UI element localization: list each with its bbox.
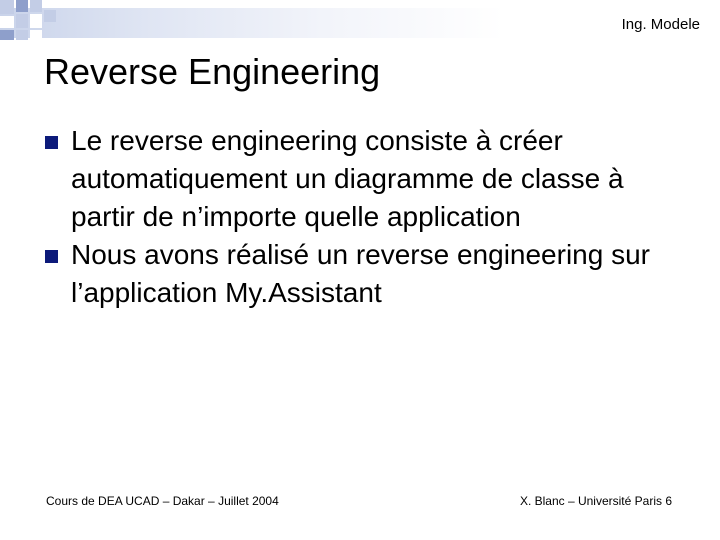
bullet-text: Nous avons réalisé un reverse engineering sur l’application My.Assistant [71,239,650,308]
bullet-item [45,122,695,236]
footer-right: X. Blanc – Université Paris 6 [519,494,672,508]
header-band [0,8,720,38]
footer-left: Cours de DEA UCAD – Dakar – Juillet 2004 [46,494,279,508]
header-label: Ing. Modele [621,16,700,33]
bullet-item [45,236,695,312]
slide-title: Reverse Engineering [44,51,381,92]
bullet-text: Le reverse engineering consiste à créer automatiquement un diagramme de classe à partir de n’importe quelle application [71,125,624,232]
square-bullet-icon [45,250,58,263]
square-bullet-icon [45,136,58,149]
bullet-list [45,122,695,312]
